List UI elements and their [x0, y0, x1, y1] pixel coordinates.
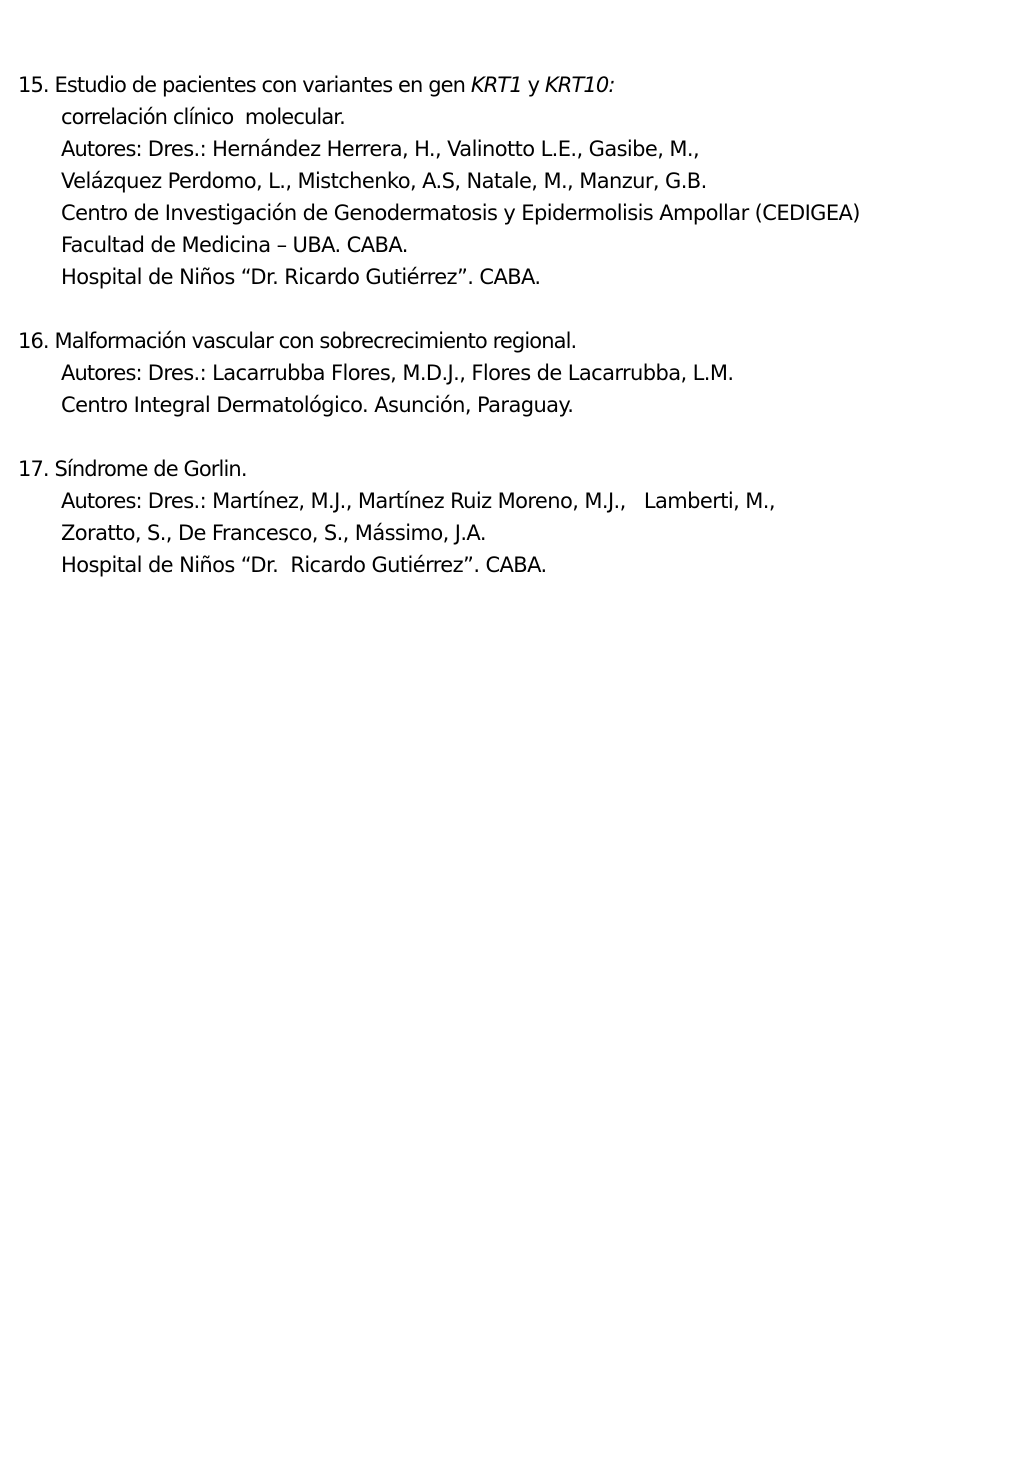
- affiliation-line: Hospital de Niños “Dr. Ricardo Gutiérrez”. CABA.: [61, 265, 541, 289]
- gene-name: KRT1: [470, 73, 522, 97]
- entry-title: 16. Malformación vascular con sobrecrecimiento regional.: [18, 329, 577, 353]
- entry-title-continued: correlación clínico molecular.: [61, 105, 345, 129]
- authors-label: Autores:: [61, 361, 142, 385]
- entry-title: 15. Estudio de pacientes con variantes en gen KRT1 y KRT10:: [18, 73, 615, 97]
- entry-16: [18, 325, 1018, 421]
- authors-line: Autores: Dres.: Lacarrubba Flores, M.D.J., Flores de Lacarrubba, L.M.: [61, 361, 734, 385]
- authors-line: Zoratto, S., De Francesco, S., Mássimo, J.A.: [61, 521, 486, 545]
- entry-number: 15.: [18, 73, 49, 97]
- authors-line: Autores: Dres.: Martínez, M.J., Martínez Ruiz Moreno, M.J., Lamberti, M.,: [61, 489, 775, 513]
- affiliation-line: Centro Integral Dermatológico. Asunción, Paraguay.: [61, 393, 574, 417]
- authors-label: Autores:: [61, 489, 142, 513]
- entry-title: 17. Síndrome de Gorlin.: [18, 457, 247, 481]
- affiliation-line: Hospital de Niños “Dr. Ricardo Gutiérrez”. CABA.: [61, 553, 547, 577]
- affiliation-line: Facultad de Medicina – UBA. CABA.: [61, 233, 408, 257]
- authors-line: Autores: Dres.: Hernández Herrera, H., Valinotto L.E., Gasibe, M.,: [61, 137, 700, 161]
- gene-name: KRT10:: [544, 73, 615, 97]
- entry-number: 17.: [18, 457, 49, 481]
- document-body: [18, 69, 1018, 613]
- authors-line: Velázquez Perdomo, L., Mistchenko, A.S, Natale, M., Manzur, G.B.: [61, 169, 707, 193]
- entry-17: [18, 453, 1018, 581]
- affiliation-line: Centro de Investigación de Genodermatosis y Epidermolisis Ampollar (CEDIGEA): [61, 201, 860, 225]
- authors-label: Autores:: [61, 137, 142, 161]
- entry-number: 16.: [18, 329, 49, 353]
- entry-15: [18, 69, 1018, 293]
